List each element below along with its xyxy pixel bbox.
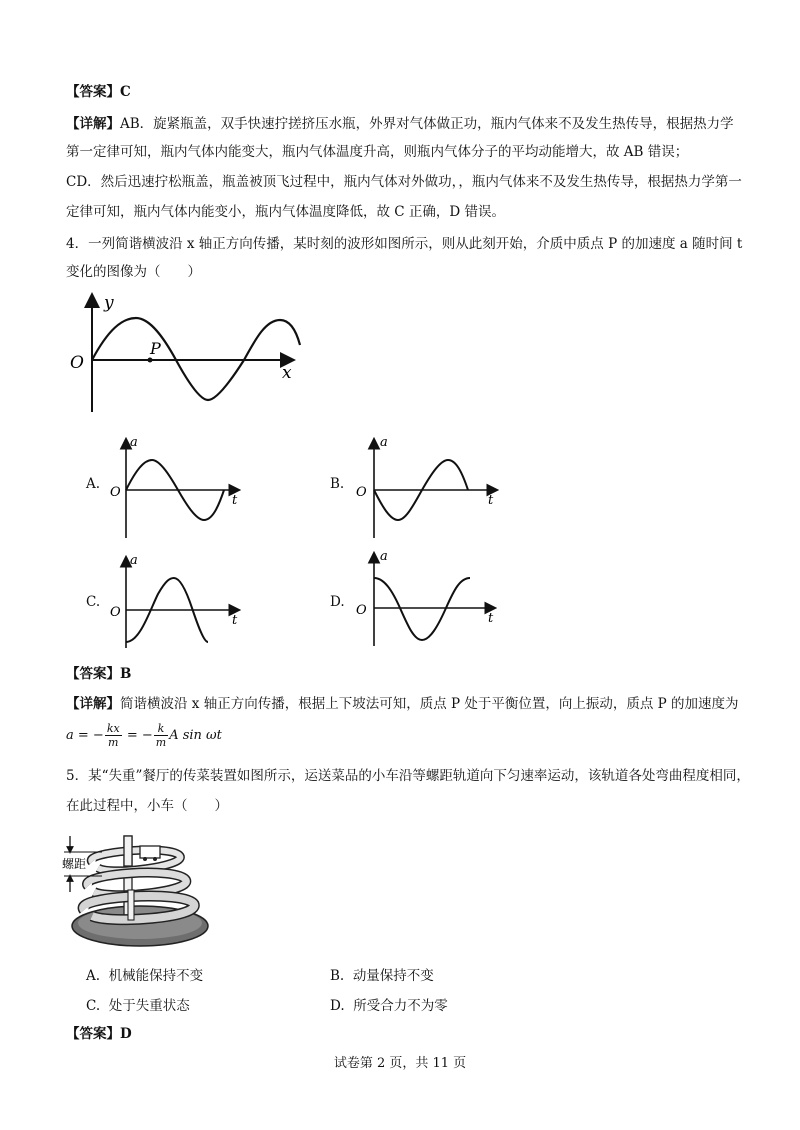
q4-option-c-letter[interactable]: C. (86, 594, 101, 610)
q5-option-d[interactable] (330, 994, 448, 1014)
q4-formula-frac-2 (154, 722, 168, 749)
q4-wave-point-label: P (150, 339, 161, 358)
q4-detail-text-1: 简谐横波沿 x 轴正方向传播，根据上下坡法可知，质点 P 处于平衡位置，向上振动，质点 P 的加速度为 (120, 696, 739, 712)
q4-wave-y-label: y (104, 293, 114, 313)
page-footer: 试卷第 2 页，共 11 页 (333, 1056, 467, 1071)
q4-stem-line-1: 4．一列简谐横波沿 x 轴正方向传播，某时刻的波形如图所示，则从此刻开始，介质中质点 P 的加速度 a 随时间 t (66, 236, 743, 252)
q5-stem-line-2: 在此过程中，小车（ ） (66, 798, 228, 814)
q3-answer-value: C (120, 84, 131, 100)
q4-stem-line-2: 变化的图像为（ ） (66, 264, 201, 280)
q4-answer-line (66, 664, 760, 684)
q5-cart-wheel-2 (153, 857, 157, 861)
q5-answer-value: D (120, 1026, 132, 1042)
q4-b-origin-label: O (356, 485, 367, 500)
q4-formula-num-1: kx (106, 722, 120, 735)
q4-c-t-label: t (232, 613, 238, 628)
q3-detail-line-3: CD．然后迅速拧松瓶盖，瓶盖被顶飞过程中，瓶内气体对外做功，，瓶内气体来不及发生热传导，根据热力学第一 (66, 174, 742, 190)
q4-formula-lhs: a = − (66, 728, 104, 743)
q5-option-a-letter: A. (86, 968, 101, 984)
q5-option-d-letter: D. (330, 998, 345, 1014)
q5-pitch-label: 螺距 (62, 857, 87, 871)
q3-detail-tag: 【详解】 (66, 116, 120, 132)
q4-answer-tag: 【答案】 (66, 666, 120, 682)
q5-stem-line-1: 5．某“失重”餐厅的传菜装置如图所示，运送菜品的小车沿等螺距轨道向下匀速率运动，该轨道各处弯曲程度相同， (66, 768, 750, 784)
q3-detail-line-1 (66, 114, 760, 134)
q4-point-p-dot (148, 358, 153, 363)
q5-answer-line (66, 1024, 760, 1044)
q4-formula-rhs: A sin ωt (169, 728, 222, 743)
q4-detail-line-1 (66, 694, 760, 714)
q5-option-d-text: 所受合力不为零 (353, 998, 448, 1014)
q5-option-b-text: 动量保持不变 (352, 968, 434, 984)
q4-formula-frac-1 (105, 722, 122, 749)
q4-answer-value: B (120, 666, 132, 682)
q3-detail-text-1: AB．旋紧瓶盖，双手快速拧搓挤压水瓶，外界对气体做正功，瓶内气体来不及发生热传导，根据热力学 (120, 116, 734, 132)
q4-formula-mid: = − (122, 728, 153, 743)
q5-option-a-text: 机械能保持不变 (108, 968, 204, 984)
q4-b-t-label: t (488, 493, 494, 508)
q3-answer-tag: 【答案】 (66, 84, 120, 100)
q5-option-a[interactable] (86, 964, 203, 984)
q3-answer-line (66, 82, 760, 102)
q4-wave-x-label: x (282, 363, 292, 383)
q4-d-curve (374, 578, 470, 640)
q4-detail-tag: 【详解】 (66, 696, 120, 712)
q4-wave-origin-label: O (70, 353, 84, 373)
q4-d-origin-label: O (356, 603, 367, 618)
q4-option-a-letter[interactable]: A. (86, 476, 101, 492)
q5-option-b-letter: B. (330, 968, 345, 984)
q4-a-y-label: a (130, 435, 138, 450)
q4-option-b-letter[interactable]: B. (330, 476, 345, 492)
q4-formula-den-2: m (155, 736, 167, 749)
q3-detail-line-4: 定律可知，瓶内气体内能变小，瓶内气体温度降低，故 C 正确，D 错误。 (66, 204, 506, 220)
q4-c-y-label: a (130, 553, 138, 568)
q4-d-y-label: a (380, 549, 388, 564)
q4-formula-num-2: k (154, 722, 168, 736)
q4-option-a-graph[interactable] (100, 432, 250, 542)
q5-spiral-figure (62, 830, 212, 950)
q4-a-t-label: t (232, 493, 238, 508)
q5-cart-wheel-1 (143, 857, 147, 861)
q4-d-t-label: t (488, 611, 494, 626)
q4-option-d-graph[interactable] (348, 546, 508, 650)
q5-option-c-text: 处于失重状态 (108, 998, 190, 1014)
q4-formula-den-1: m (108, 736, 119, 749)
q5-pole-lower (128, 890, 134, 920)
q4-option-c-graph[interactable] (100, 550, 250, 650)
q5-option-c[interactable] (86, 994, 190, 1014)
q4-option-b-graph[interactable] (348, 432, 508, 542)
q4-b-y-label: a (380, 435, 388, 450)
q4-option-d-letter[interactable]: D. (330, 594, 345, 610)
q5-option-c-letter: C. (86, 998, 101, 1014)
q5-option-b[interactable] (330, 964, 434, 984)
q4-a-origin-label: O (110, 485, 121, 500)
q4-c-origin-label: O (110, 605, 121, 620)
q4-wave-figure (60, 290, 310, 420)
q3-detail-line-2: 第一定律可知，瓶内气体内能变大，瓶内气体温度升高，则瓶内气体分子的平均动能增大，故 AB 错误； (66, 144, 689, 160)
q5-answer-tag: 【答案】 (66, 1026, 120, 1042)
q5-cart (140, 846, 160, 858)
q5-pole-top (124, 836, 132, 866)
q4-formula (66, 722, 222, 749)
